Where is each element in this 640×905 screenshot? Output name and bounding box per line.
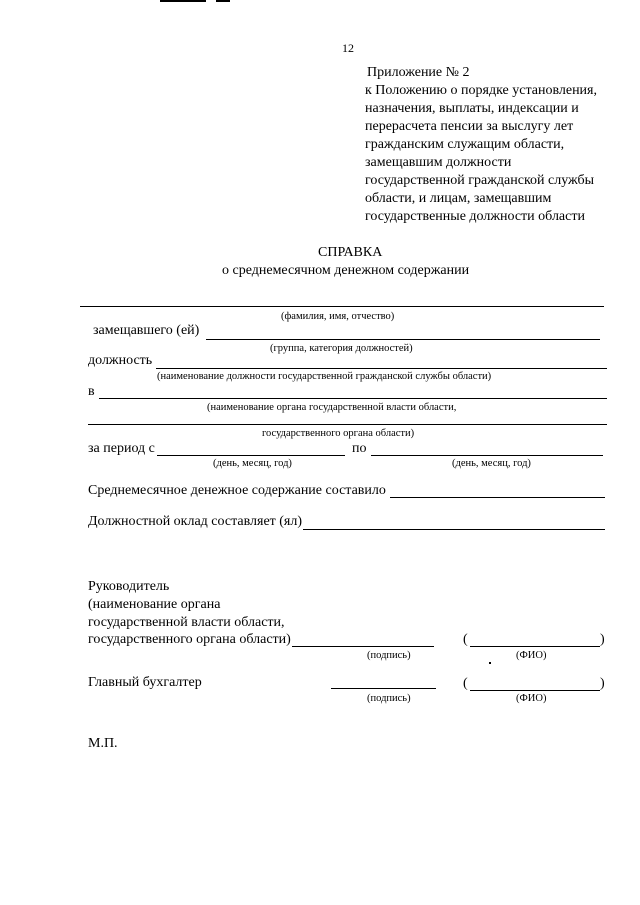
document-title: СПРАВКА — [318, 245, 383, 260]
head-fio-line[interactable] — [470, 646, 600, 647]
head-line: государственного органа области) — [88, 632, 291, 647]
appendix-line: назначения, выплаты, индексации и — [365, 101, 579, 116]
appendix-line: государственные должности области — [365, 209, 585, 224]
appendix-line: области, и лицам, замещавшим — [365, 191, 552, 206]
head-signature-line[interactable] — [292, 646, 434, 647]
chief-fio-open-paren: ( — [463, 676, 468, 691]
period-to-line[interactable] — [371, 455, 603, 456]
position-hint: (наименование должности государственной гражданской службы области) — [157, 371, 492, 382]
group-hint: (группа, категория должностей) — [270, 343, 413, 354]
head-fio-close-paren: ) — [600, 632, 605, 647]
head-fio-open-paren: ( — [463, 632, 468, 647]
in-label: в — [88, 384, 95, 399]
chief-accountant-label: Главный бухгалтер — [88, 675, 202, 690]
head-line: государственной власти области, — [88, 615, 285, 630]
appendix-line: государственной гражданской службы — [365, 173, 595, 188]
group-line[interactable] — [206, 339, 600, 340]
period-to-label: по — [352, 441, 367, 456]
chief-signature-line[interactable] — [331, 688, 436, 689]
salary-line[interactable] — [303, 529, 605, 530]
avg-salary-line[interactable] — [390, 497, 605, 498]
chief-fio-line[interactable] — [470, 690, 600, 691]
head-line: (наименование органа — [88, 597, 221, 612]
page-number: 12 — [342, 41, 354, 55]
head-label: Руководитель — [88, 579, 170, 594]
avg-salary-label: Среднемесячное денежное содержание составило — [88, 483, 386, 498]
stamp-place: М.П. — [88, 736, 118, 751]
salary-label: Должностной оклад составляет (ял) — [88, 514, 303, 529]
appendix-line: гражданским служащим области, — [365, 137, 565, 152]
scan-artifact — [160, 0, 206, 2]
organ-hint-2: государственного органа области) — [262, 428, 415, 439]
head-signature-hint: (подпись) — [367, 650, 411, 661]
date-hint-to: (день, месяц, год) — [452, 458, 531, 469]
date-hint-from: (день, месяц, год) — [213, 458, 292, 469]
fio-line[interactable] — [80, 306, 604, 307]
chief-signature-hint: (подпись) — [367, 693, 411, 704]
period-from-line[interactable] — [157, 455, 345, 456]
appendix-line: к Положению о порядке установления, — [365, 83, 597, 98]
chief-fio-close-paren: ) — [600, 676, 605, 691]
organ-line-2[interactable] — [88, 424, 607, 425]
appendix-line: перерасчета пенсии за выслугу лет — [365, 119, 574, 134]
appendix-title: Приложение № 2 — [367, 65, 470, 80]
position-line[interactable] — [156, 368, 607, 369]
scan-speck — [489, 662, 491, 664]
replaced-label: замещавшего (ей) — [93, 323, 200, 338]
scan-artifact — [216, 0, 230, 2]
organ-hint: (наименование органа государственной власти области, — [207, 402, 457, 413]
organ-line[interactable] — [99, 398, 607, 399]
head-fio-hint: (ФИО) — [516, 650, 547, 661]
position-label: должность — [88, 353, 153, 368]
fio-hint: (фамилия, имя, отчество) — [281, 311, 395, 322]
document-subtitle: о среднемесячном денежном содержании — [222, 263, 470, 278]
chief-fio-hint: (ФИО) — [516, 693, 547, 704]
period-label: за период с — [88, 441, 155, 456]
appendix-line: замещавшим должности — [365, 155, 512, 170]
